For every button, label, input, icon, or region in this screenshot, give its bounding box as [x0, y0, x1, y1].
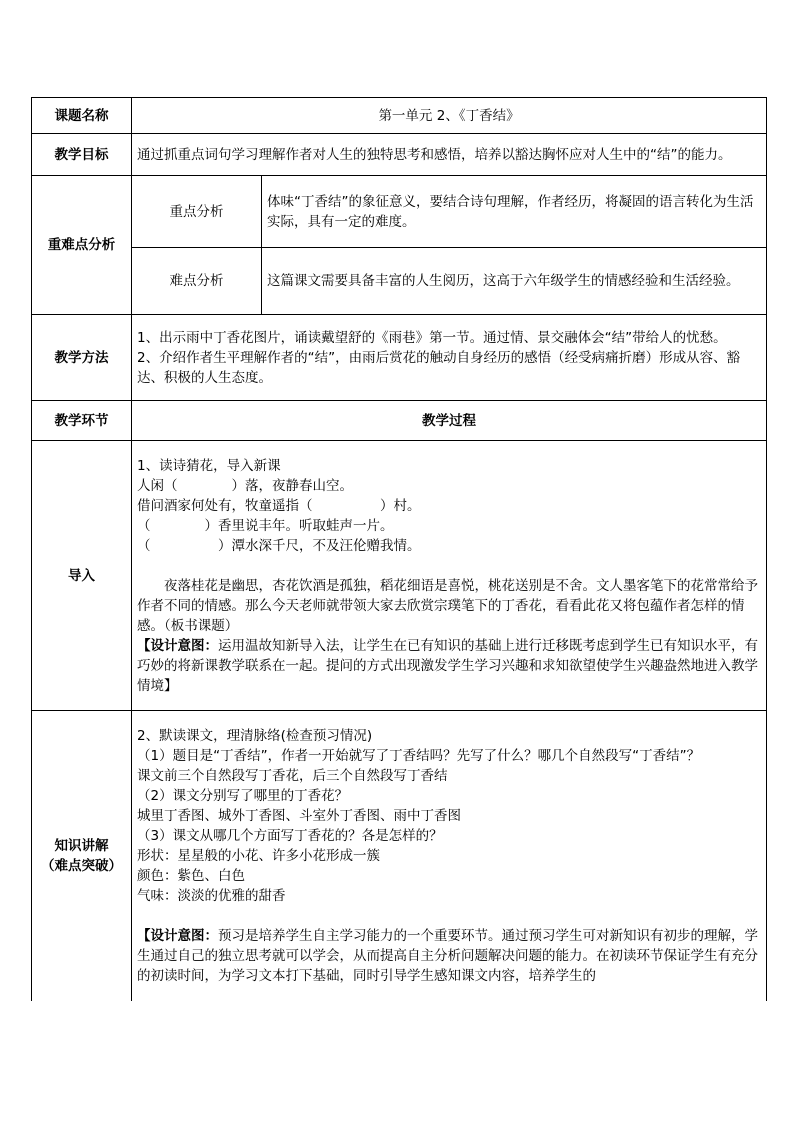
intro-label: 导入: [32, 441, 132, 711]
intro-line: 1、读诗猜花，导入新课: [137, 457, 281, 474]
title-row: [32, 98, 767, 134]
key-point-label: 重点分析: [132, 176, 262, 248]
method-row: [32, 315, 767, 401]
design-note-text: 运用温故知新导入法，让学生在已有知识的基础上进行迁移既考虑到学生已有知识水平，有巧妙的将新课教学联系在一起。提问的方式出现激发学生学习兴趣和求知欲望使学生兴趣盎然地进入教学情境】: [137, 637, 758, 694]
knowledge-line: 城里丁香图、城外丁香图、斗室外丁香图、雨中丁香图: [137, 807, 461, 824]
knowledge-content: [132, 711, 767, 1001]
design-note-label: 【设计意图：: [137, 637, 218, 654]
intro-row: [32, 441, 767, 711]
knowledge-line: 课文前三个自然段写丁香花，后三个自然段写丁香结: [137, 767, 448, 784]
knowledge-sublabel: （难点突破）: [41, 857, 122, 874]
knowledge-line: 形状：星星般的小花、许多小花形成一簇: [137, 847, 380, 864]
spacer: [137, 906, 761, 926]
knowledge-label: 知识讲解: [54, 837, 109, 854]
hard-point-text: 这篇课文需要具备丰富的人生阅历，这高于六年级学生的情感经验和生活经验。: [262, 248, 767, 315]
method-label: 教学方法: [32, 315, 132, 401]
spacer: [137, 556, 761, 576]
method-line: 1、出示雨中丁香花图片，诵读戴望舒的《雨巷》第一节。通过情、景交融体会“结”带给人的忧愁。: [137, 329, 727, 346]
section-header-title: 教学过程: [132, 401, 767, 441]
hard-point-row: [32, 248, 767, 315]
design-note-label: 【设计意图：: [137, 927, 218, 944]
method-text: [132, 315, 767, 401]
knowledge-line: 颜色：紫色、白色: [137, 867, 245, 884]
goal-text: 通过抓重点词句学习理解作者对人生的独特思考和感悟，培养以豁达胸怀应对人生中的“结”的能力。: [132, 134, 767, 176]
intro-content: [132, 441, 767, 711]
lesson-plan-table: [31, 97, 767, 1001]
section-header-label: 教学环节: [32, 401, 132, 441]
poem-line: （ ）香里说丰年。听取蛙声一片。: [137, 517, 394, 534]
hard-point-label: 难点分析: [132, 248, 262, 315]
method-line: 2、介绍作者生平理解作者的“结”，由雨后赏花的触动自身经历的感悟（经受病痛折磨）形成从容、豁达、积极的人生态度。: [137, 349, 741, 386]
design-note-text: 预习是培养学生自主学习能力的一个重要环节。通过预习学生可对新知识有初步的理解，学生通过自己的独立思考就可以学会，从而提高自主分析问题解决问题的能力。在初读环节保证学生有充分的初读时间，为学习文本打下基础，同时引导学生感知课文内容，培养学生的: [137, 927, 758, 984]
knowledge-line: （2）课文分别写了哪里的丁香花？: [137, 787, 349, 804]
intro-paragraph: 夜落桂花是幽思，杏花饮酒是孤独，稻花细语是喜悦，桃花送别是不舍。文人墨客笔下的花常常给予作者不同的情感。那么今天老师就带领大家去欣赏宗璞笔下的丁香花，看看此花又将包蕴作者怎样的情感。（板书课题）: [137, 577, 758, 634]
poem-line: 借问酒家何处有，牧童遥指（ ）村。: [137, 497, 421, 514]
knowledge-line: 气味：淡淡的优雅的甜香: [137, 887, 286, 904]
analysis-label: 重难点分析: [32, 176, 132, 315]
knowledge-line: （3）课文从哪几个方面写丁香花的？各是怎样的？: [137, 827, 443, 844]
knowledge-row: [32, 711, 767, 1001]
title-label: 课题名称: [32, 98, 132, 134]
goal-row: [32, 134, 767, 176]
section-header-row: [32, 401, 767, 441]
poem-line: （ ）潭水深千尺，不及汪伦赠我情。: [137, 537, 421, 554]
lesson-title: 第一单元 2、《丁香结》: [132, 98, 767, 134]
knowledge-label-cell: [32, 711, 132, 1001]
knowledge-line: （1）题目是“丁香结”，作者一开始就写了丁香结吗？先写了什么？哪几个自然段写“丁香结”？: [137, 747, 701, 764]
goal-label: 教学目标: [32, 134, 132, 176]
key-point-row: [32, 176, 767, 248]
knowledge-design-note: [137, 926, 761, 986]
poem-line: 人闲（ ）落，夜静春山空。: [137, 477, 353, 494]
knowledge-line: 2、默读课文，理清脉络(检查预习情况): [137, 727, 373, 744]
key-point-text: 体味“丁香结”的象征意义，要结合诗句理解，作者经历，将凝固的语言转化为生活实际，具有一定的难度。: [262, 176, 767, 248]
intro-design-note: [137, 636, 761, 696]
